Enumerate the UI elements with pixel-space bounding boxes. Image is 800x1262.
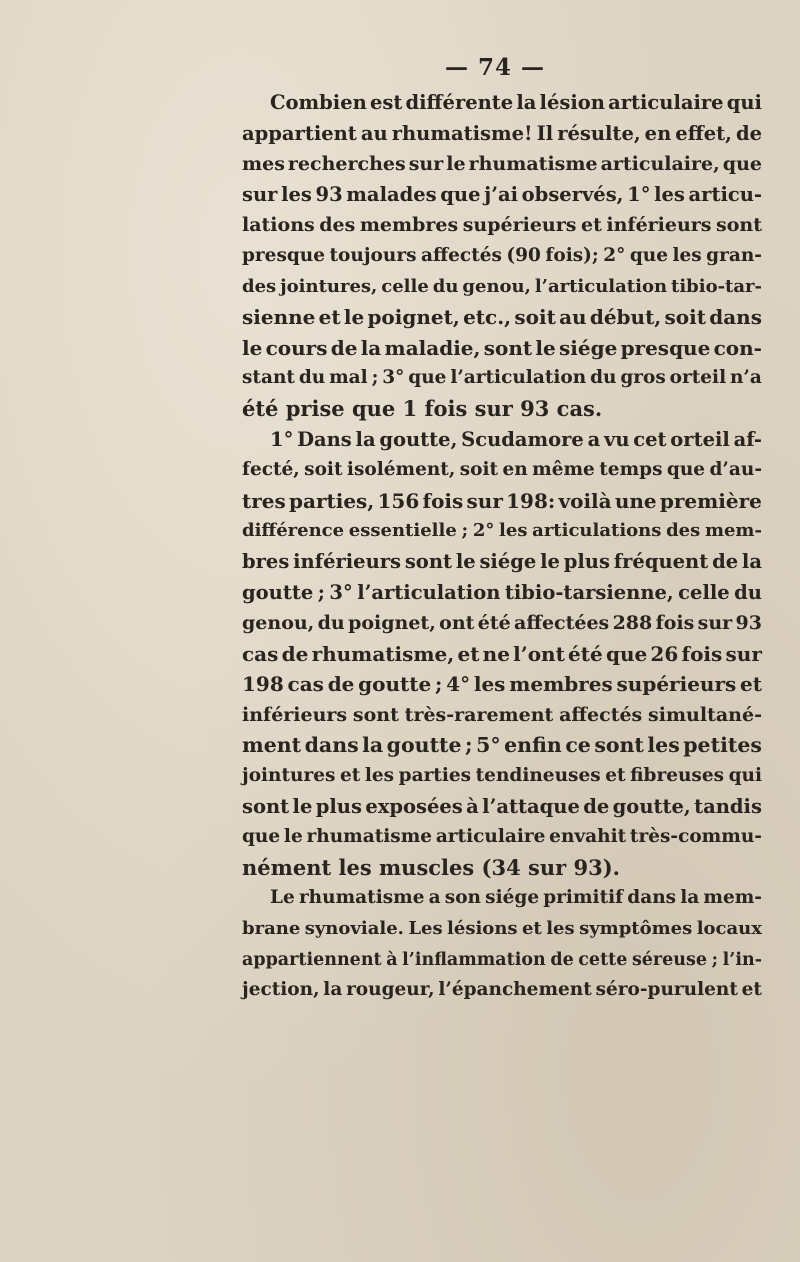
text-line: le cours de la maladie, sont le siége presque con- [242,335,762,360]
text-line: genou, du poignet, ont été affectées 288 fois sur 93 [242,612,762,635]
text-line: sienne et le poignet, etc., soit au début, soit dans [242,305,762,330]
text-line: été prise que 1 fois sur 93 cas. [242,395,603,421]
text-line: des jointures, celle du genou, l’articulation tibio-tar- [242,275,762,297]
text-line: différence essentielle ; 2° les articulations des mem- [242,520,762,542]
body-text [242,88,762,1006]
text-line: presque toujours affectés (90 fois); 2° que les gran- [242,244,762,266]
text-line: appartient au rhumatisme! Il résulte, en effet, de [242,121,762,145]
text-line: tres parties, 156 fois sur 198: voilà une première [242,488,762,513]
page-number: — 74 — [444,54,546,81]
text-line: 198 cas de goutte ; 4° les membres supérieurs et [242,672,762,697]
text-line: 1° Dans la goutte, Scudamore a vu cet orteil af- [270,427,762,451]
text-line: goutte ; 3° l’articulation tibio-tarsienne, celle du [242,580,762,604]
text-line: que le rhumatisme articulaire envahit très-commu- [242,826,762,848]
text-line: Le rhumatisme a son siége primitif dans la mem- [270,887,762,909]
text-line: jointures et les parties tendineuses et fibreuses qui [242,765,762,787]
text-line: sont le plus exposées à l’attaque de goutte, tandis [242,794,762,818]
text-line: lations des membres supérieurs et inférieurs sont [242,214,762,237]
text-line: mes recherches sur le rhumatisme articulaire, que [242,153,762,176]
text-line: Combien est différente la lésion articulaire qui [270,91,762,114]
text-line: sur les 93 malades que j’ai observés, 1° les articu- [242,182,762,206]
text-line: appartiennent à l’inflammation de cette séreuse ; l’in- [242,949,762,970]
text-line: fecté, soit isolément, soit en même temps que d’au- [242,459,762,481]
text-line: stant du mal ; 3° que l’articulation du gros orteil n’a [242,367,762,389]
text-line: nément les muscles (34 sur 93). [242,854,620,880]
text-line: bres inférieurs sont le siége le plus fréquent de la [242,549,762,573]
text-line: brane synoviale. Les lésions et les symptômes locaux [242,918,762,940]
text-line: inférieurs sont très-rarement affectés simultané- [242,703,762,726]
text-line: jection, la rougeur, l’épanchement séro-purulent et [242,979,762,1001]
text-line: cas de rhumatisme, et ne l’ont été que 26 fois sur [242,641,762,666]
text-line: ment dans la goutte ; 5° enfin ce sont les petites [242,733,762,758]
